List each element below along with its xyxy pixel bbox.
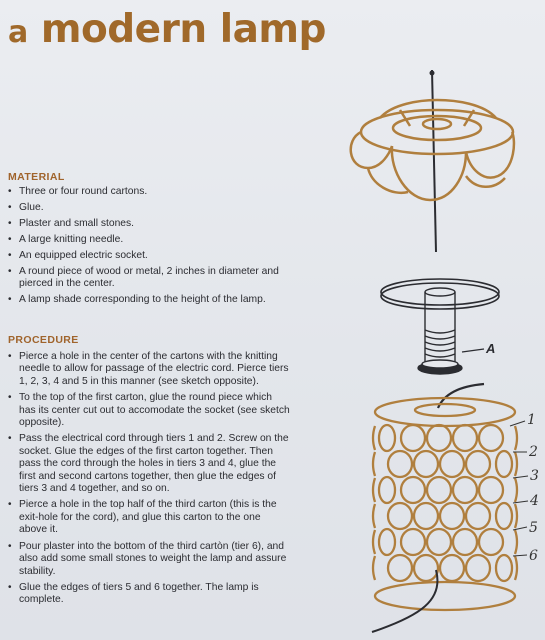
title-text: modern lamp	[27, 7, 326, 52]
list-item: • Glue the edges of tiers 5 and 6 together. The lamp is complete.	[8, 582, 290, 607]
carton-cell	[427, 477, 451, 503]
carton-cell	[496, 503, 512, 529]
carton-cell	[427, 425, 451, 451]
carton-cell	[379, 529, 395, 555]
carton-cell	[479, 529, 503, 555]
carton-cell	[496, 451, 512, 477]
carton-cell	[453, 529, 477, 555]
tier-labels	[510, 421, 528, 556]
tier-label-4: 4	[530, 493, 539, 509]
tier-label-6: 6	[529, 548, 538, 564]
list-item: • To the top of the first carton, glue the round piece which has its center cut out to accomodate the socket (see sketch opposite).	[8, 392, 290, 429]
carton-cell	[388, 451, 412, 477]
carton-cell	[479, 477, 503, 503]
list-item: • A lamp shade corresponding to the height of the lamp.	[8, 294, 290, 306]
carton-cell	[496, 555, 512, 581]
carton-cell	[440, 555, 464, 581]
list-item: • A large knitting needle.	[8, 234, 290, 246]
carton-cell	[414, 451, 438, 477]
carton-cell	[466, 503, 490, 529]
carton-cell	[401, 477, 425, 503]
round-disc	[381, 279, 499, 309]
list-item: • An equipped electric socket.	[8, 250, 290, 262]
carton-cell	[466, 555, 490, 581]
socket-label: A	[486, 341, 496, 356]
tier-label-5: 5	[529, 520, 538, 536]
lamp-sketch	[300, 60, 545, 640]
list-item: • Glue.	[8, 202, 290, 214]
carton-cell	[453, 477, 477, 503]
list-item: • Pour plaster into the bottom of the third cartòn (tier 6), and also add some small stones to weight the lamp and assure stability.	[8, 541, 290, 578]
carton-cell	[440, 451, 464, 477]
carton-cell	[388, 555, 412, 581]
tier-label-2: 2	[529, 444, 538, 460]
carton-cell	[453, 425, 477, 451]
socket-label-line	[462, 349, 484, 352]
carton-cell	[414, 503, 438, 529]
carton-cell	[388, 503, 412, 529]
carton-cell	[401, 425, 425, 451]
tier-label-1: 1	[527, 412, 536, 428]
carton-cell	[427, 529, 451, 555]
carton-cell	[466, 451, 490, 477]
title-article: a	[8, 15, 28, 50]
list-item: • Three or four round cartons.	[8, 186, 290, 198]
material-list	[8, 186, 290, 310]
knitting-needle	[432, 70, 436, 252]
carton-cell	[414, 555, 438, 581]
procedure-list	[8, 351, 290, 611]
top-carton	[351, 100, 514, 200]
list-item: • Pierce a hole in the top half of the third carton (this is the exit-hole for the cord), and glue this carton to the one above it.	[8, 499, 290, 536]
needle-head	[430, 71, 435, 76]
list-item: • Plaster and small stones.	[8, 218, 290, 230]
list-item: • Pierce a hole in the center of the cartons with the knitting needle to allow for passage of the electric cord. Pierce tiers 1, 2, 3, 4 and 5 in this manner (see sketch opposite).	[8, 351, 290, 388]
list-item: • Pass the electrical cord through tiers 1 and 2. Screw on the socket. Glue the edges of the first carton together. Then pass the cord through the holes in tiers 3 and 4, glue the first and second cartons together, then glue the edges of tiers 3 and 4 together, and so on.	[8, 433, 290, 495]
socket	[418, 288, 462, 374]
tier-label-3: 3	[530, 468, 539, 484]
procedure-heading: PROCEDURE	[8, 334, 79, 346]
carton-cell	[479, 425, 503, 451]
page-title	[8, 6, 326, 57]
carton-cell	[379, 477, 395, 503]
material-heading: MATERIAL	[8, 171, 65, 183]
carton-cell	[401, 529, 425, 555]
carton-cell	[440, 503, 464, 529]
carton-cell	[379, 425, 395, 451]
list-item: • A round piece of wood or metal, 2 inches in diameter and pierced in the center.	[8, 266, 290, 291]
carton-tower	[373, 398, 517, 610]
